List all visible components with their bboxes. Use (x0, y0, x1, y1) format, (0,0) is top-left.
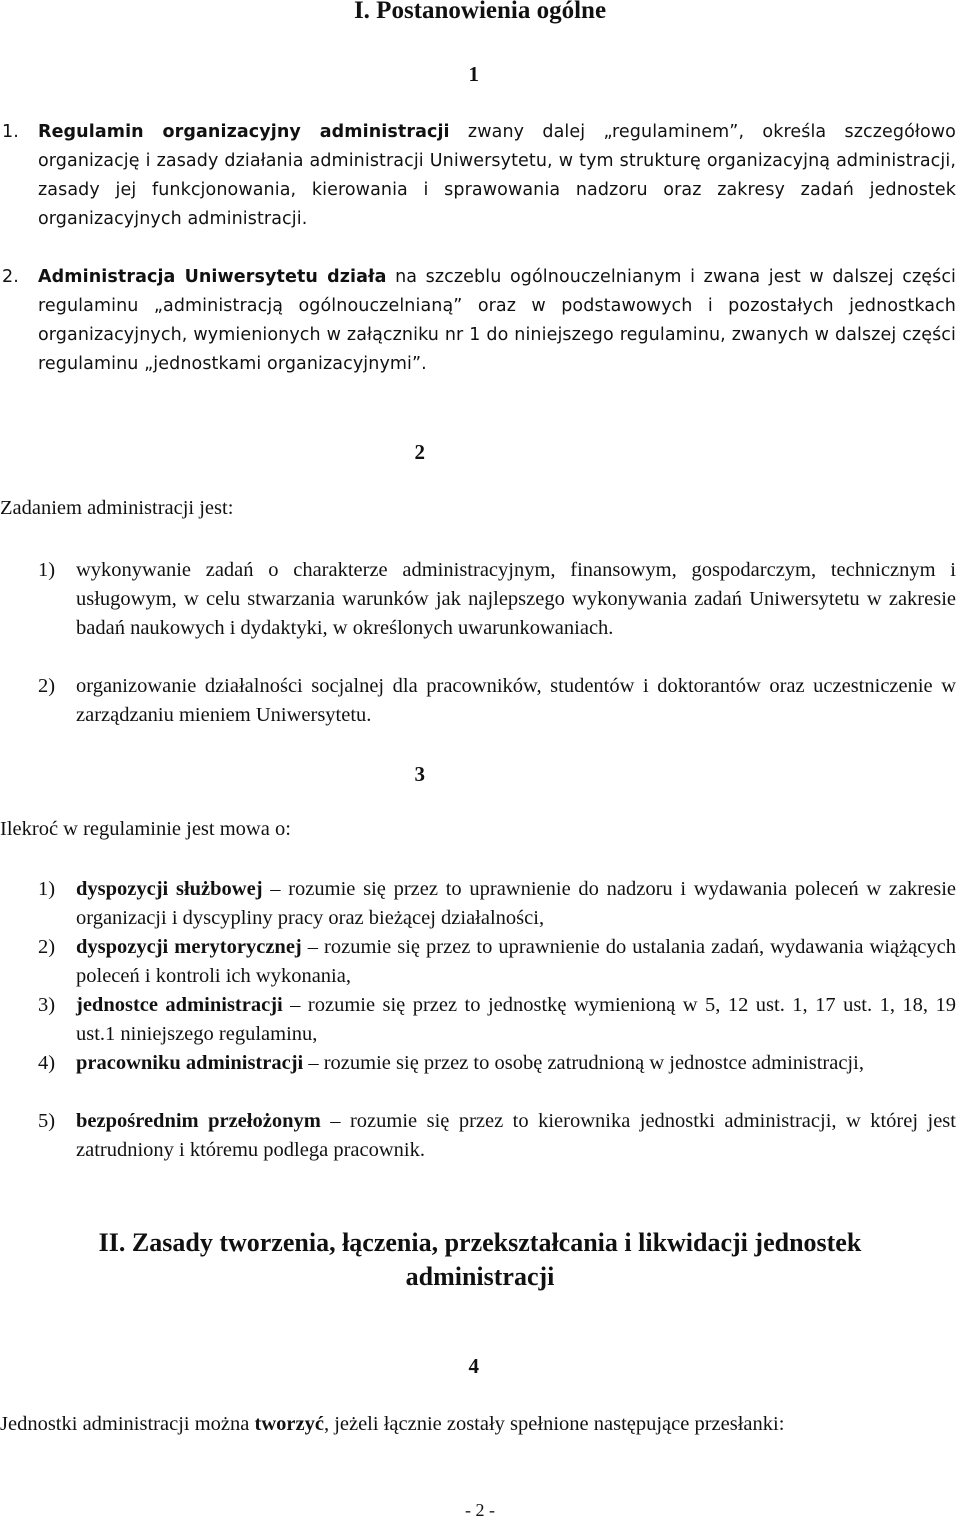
section-4-bold-term: tworzyć (254, 1413, 324, 1435)
section-4-label: 4 (468, 1354, 479, 1378)
list-item (38, 556, 956, 643)
list-item-number: 2) (38, 936, 56, 958)
definition-text: – rozumie się przez to osobę zatrudnioną w jednostce administracji, (303, 1052, 864, 1074)
definition-text: – rozumie się przez to uprawnienie do ustalania zadań, wydawania wiążących poleceń i kontroli ich wykonania, (76, 936, 956, 987)
list-item-number: 4) (38, 1052, 56, 1074)
definition-term: dyspozycji służbowej (76, 878, 263, 900)
section-4-text-post: , jeżeli łącznie zostały spełnione następujące przesłanki: (323, 1413, 785, 1435)
list-item (38, 933, 956, 991)
chapter-2-heading-line-2: administracji (405, 1262, 555, 1291)
list-item-number: 5) (38, 1110, 56, 1132)
section-3-intro: Ilekroć w regulaminie jest mowa o: (0, 818, 291, 840)
chapter-2-heading-line-1: II. Zasady tworzenia, łączenia, przekształcania i likwidacji jednostek (98, 1228, 862, 1257)
list-item (38, 672, 956, 730)
chapter-1-heading: I. Postanowienia ogólne (353, 0, 607, 24)
list-item (38, 1107, 956, 1165)
section-3-label: 3 (414, 762, 425, 786)
definition-term: pracowniku administracji (76, 1052, 304, 1074)
list-item (38, 1049, 956, 1078)
list-item (38, 875, 956, 933)
paragraph-text: zwany dalej „regulaminem”, określa szczegółowo organizację i zasady działania administracji Uniwersytetu, w tym strukturę organizacyjną administracji, zasady jej funkcjonowania, kierowania i sprawowania nadzoru oraz zakresy zadań jednostek organizacyjnych administracji. (38, 122, 956, 229)
paragraph-1-1 (2, 118, 956, 234)
definition-term: bezpośrednim przełożonym (76, 1110, 321, 1132)
section-2-number (404, 440, 425, 465)
list-item-number: 1) (38, 878, 56, 900)
paragraph-text: na szczeblu ogólnouczelnianym i zwana jest w dalszej części regulaminu „administracją ogólnouczelnianą” oraz w podstawowych i pozostałych jednostkach organizacyjnych, wymienionych w załączniku nr 1 do niniejszego regulaminu, zwanych w dalszej części regulaminu „jednostkami organizacyjnymi”. (38, 267, 957, 374)
paragraph-bold-term: Regulamin organizacyjny administracji (38, 122, 450, 142)
paragraph-number: 2. (2, 267, 19, 287)
chapter-2-heading (0, 1226, 960, 1294)
list-item-text: wykonywanie zadań o charakterze administracyjnym, finansowym, gospodarczym, technicznym i usługowym, w celu stwarzania warunków jak najlepszego wykonywania zadań Uniwersytetu w zakresie badań naukowych i dydaktyki, w określonych uwarunkowaniach. (76, 559, 956, 639)
paragraph-number: 1. (2, 122, 19, 142)
definition-term: dyspozycji merytorycznej (76, 936, 302, 958)
list-item-text: organizowanie działalności socjalnej dla pracowników, studentów i doktorantów oraz uczestniczenie w zarządzaniu mieniem Uniwersytetu. (76, 675, 956, 726)
section-4-paragraph (0, 1410, 956, 1439)
section-2-label: 2 (414, 440, 425, 464)
list-item-number: 3) (38, 994, 56, 1016)
section-4-number (458, 1354, 479, 1379)
section-1-label: 1 (468, 62, 479, 86)
definition-term: jednostce administracji (76, 994, 283, 1016)
list-item (38, 991, 956, 1049)
section-sign-icon (404, 762, 415, 786)
definition-text: – rozumie się przez to uprawnienie do nadzoru i wydawania poleceń w zakresie organizacji i dyscypliny pracy oraz bieżącej działalności, (76, 878, 956, 929)
section-3-number (404, 762, 425, 787)
paragraph-1-2 (2, 263, 957, 379)
list-item-number: 1) (38, 559, 56, 581)
section-4-text-pre: Jednostki administracji można (0, 1413, 255, 1435)
section-sign-icon (458, 62, 469, 86)
definition-text: – rozumie się przez to kierownika jednostki administracji, w której jest zatrudniony i któremu podlega pracownik. (76, 1110, 956, 1161)
section-2-intro: Zadaniem administracji jest: (0, 497, 234, 519)
paragraph-bold-term: Administracja Uniwersytetu działa (38, 267, 387, 287)
section-sign-icon (404, 440, 415, 464)
definition-text: – rozumie się przez to jednostkę wymienioną w 5, 12 ust. 1, 17 ust. 1, 18, 19 ust.1 niniejszego regulaminu, (76, 994, 956, 1045)
section-1-number (458, 62, 479, 87)
page-number: - 2 - (465, 1500, 495, 1520)
section-sign-icon (458, 1354, 469, 1378)
list-item-number: 2) (38, 675, 56, 697)
